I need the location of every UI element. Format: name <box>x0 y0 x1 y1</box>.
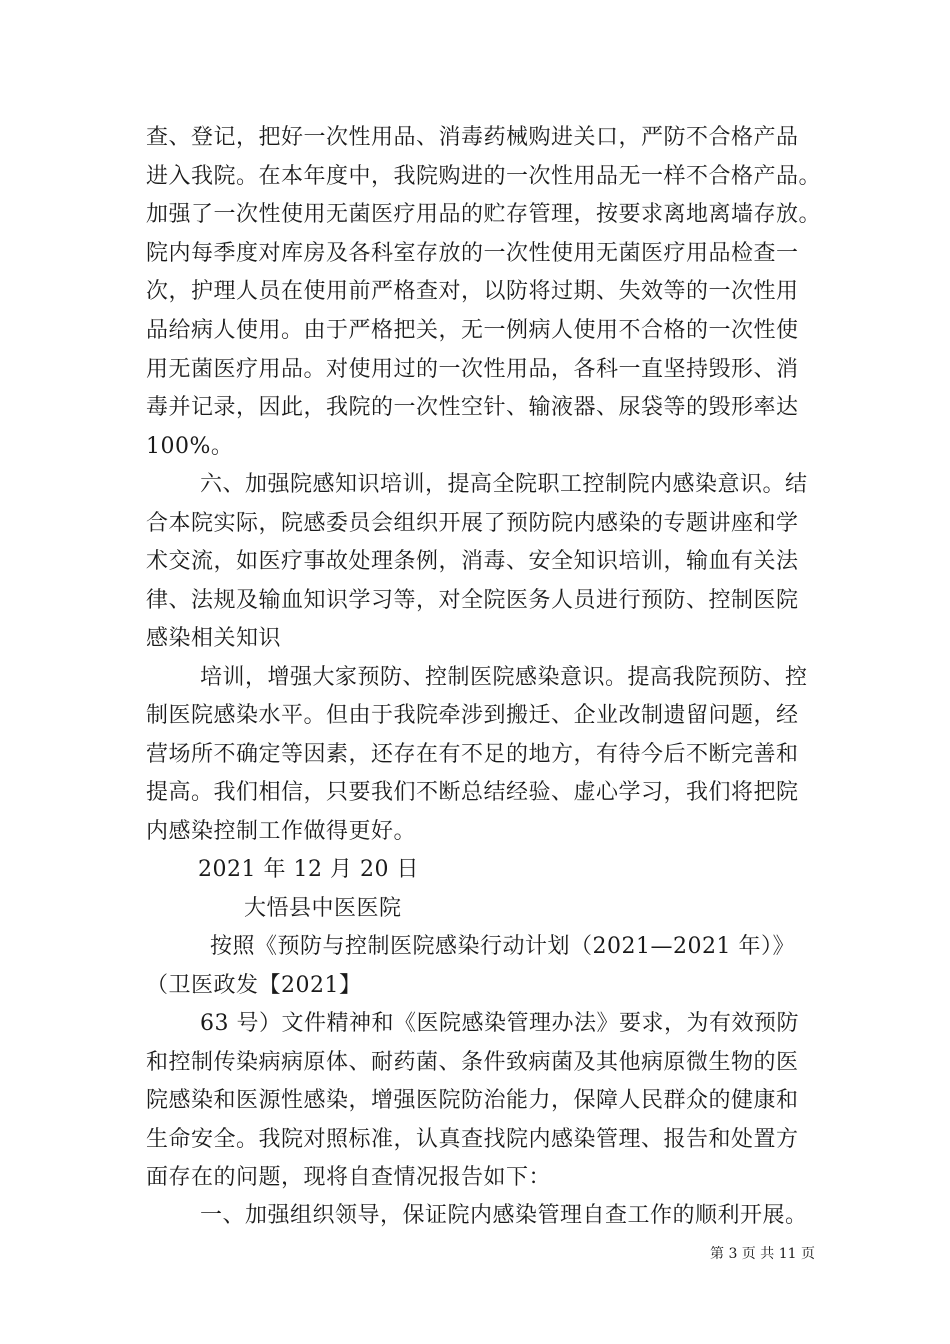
text-line: 合本院实际，院感委员会组织开展了预防院内感染的专题讲座和学 <box>146 511 799 536</box>
text-line: 术交流，如医疗事故处理条例，消毒、安全知识培训，输血有关法 <box>146 549 799 574</box>
text-line: 用无菌医疗用品。对使用过的一次性用品，各科一直坚持毁形、消 <box>146 357 799 382</box>
text-line: 提高。我们相信，只要我们不断总结经验、虚心学习，我们将把院 <box>146 780 799 805</box>
text-line: 营场所不确定等因素，还存在有不足的地方，有待今后不断完善和 <box>146 742 799 767</box>
paragraph-start: 63 号）文件精神和《医院感染管理办法》要求，为有效预防 <box>200 1011 799 1036</box>
text-line: 院内每季度对库房及各科室存放的一次性使用无菌医疗用品检查一 <box>146 241 799 266</box>
text-line: 品给病人使用。由于严格把关，无一例病人使用不合格的一次性使 <box>146 318 799 343</box>
text-line: 查、登记，把好一次性用品、消毒药械购进关口，严防不合格产品 <box>146 125 799 150</box>
section-heading: 一、加强组织领导，保证院内感染管理自查工作的顺利开展。 <box>200 1203 808 1228</box>
text-line: 面存在的问题，现将自查情况报告如下： <box>146 1165 552 1190</box>
date-line: 2021 年 12 月 20 日 <box>198 857 419 882</box>
text-line: 感染相关知识 <box>146 626 282 651</box>
text-line: 制医院感染水平。但由于我院牵涉到搬迁、企业改制遗留问题，经 <box>146 703 799 728</box>
text-line: 加强了一次性使用无菌医疗用品的贮存管理，按要求离地离墙存放。 <box>146 202 822 227</box>
text-line: 生命安全。我院对照标准，认真查找院内感染管理、报告和处置方 <box>146 1127 799 1152</box>
text-line: 进入我院。在本年度中，我院购进的一次性用品无一样不合格产品。 <box>146 164 822 189</box>
page-number-footer: 第 3 页 共 11 页 <box>710 1246 815 1262</box>
text-line: 和控制传染病病原体、耐药菌、条件致病菌及其他病原微生物的医 <box>146 1050 799 1075</box>
paragraph-start: 培训，增强大家预防、控制医院感染意识。提高我院预防、控 <box>200 665 808 690</box>
text-line: 次，护理人员在使用前严格查对，以防将过期、失效等的一次性用 <box>146 279 799 304</box>
text-line: 内感染控制工作做得更好。 <box>146 819 417 844</box>
text-line: （卫医政发【2021】 <box>146 973 362 998</box>
paragraph-start: 按照《预防与控制医院感染行动计划（2021—2021 年）》 <box>210 934 795 959</box>
paragraph-start: 六、加强院感知识培训，提高全院职工控制院内感染意识。结 <box>200 472 808 497</box>
text-line: 律、法规及输血知识学习等，对全院医务人员进行预防、控制医院 <box>146 588 799 613</box>
signature-line: 大悟县中医医院 <box>244 896 402 921</box>
text-line: 100%。 <box>146 434 234 459</box>
text-line: 毒并记录，因此，我院的一次性空针、输液器、尿袋等的毁形率达 <box>146 395 799 420</box>
text-line: 院感染和医源性感染，增强医院防治能力，保障人民群众的健康和 <box>146 1088 799 1113</box>
